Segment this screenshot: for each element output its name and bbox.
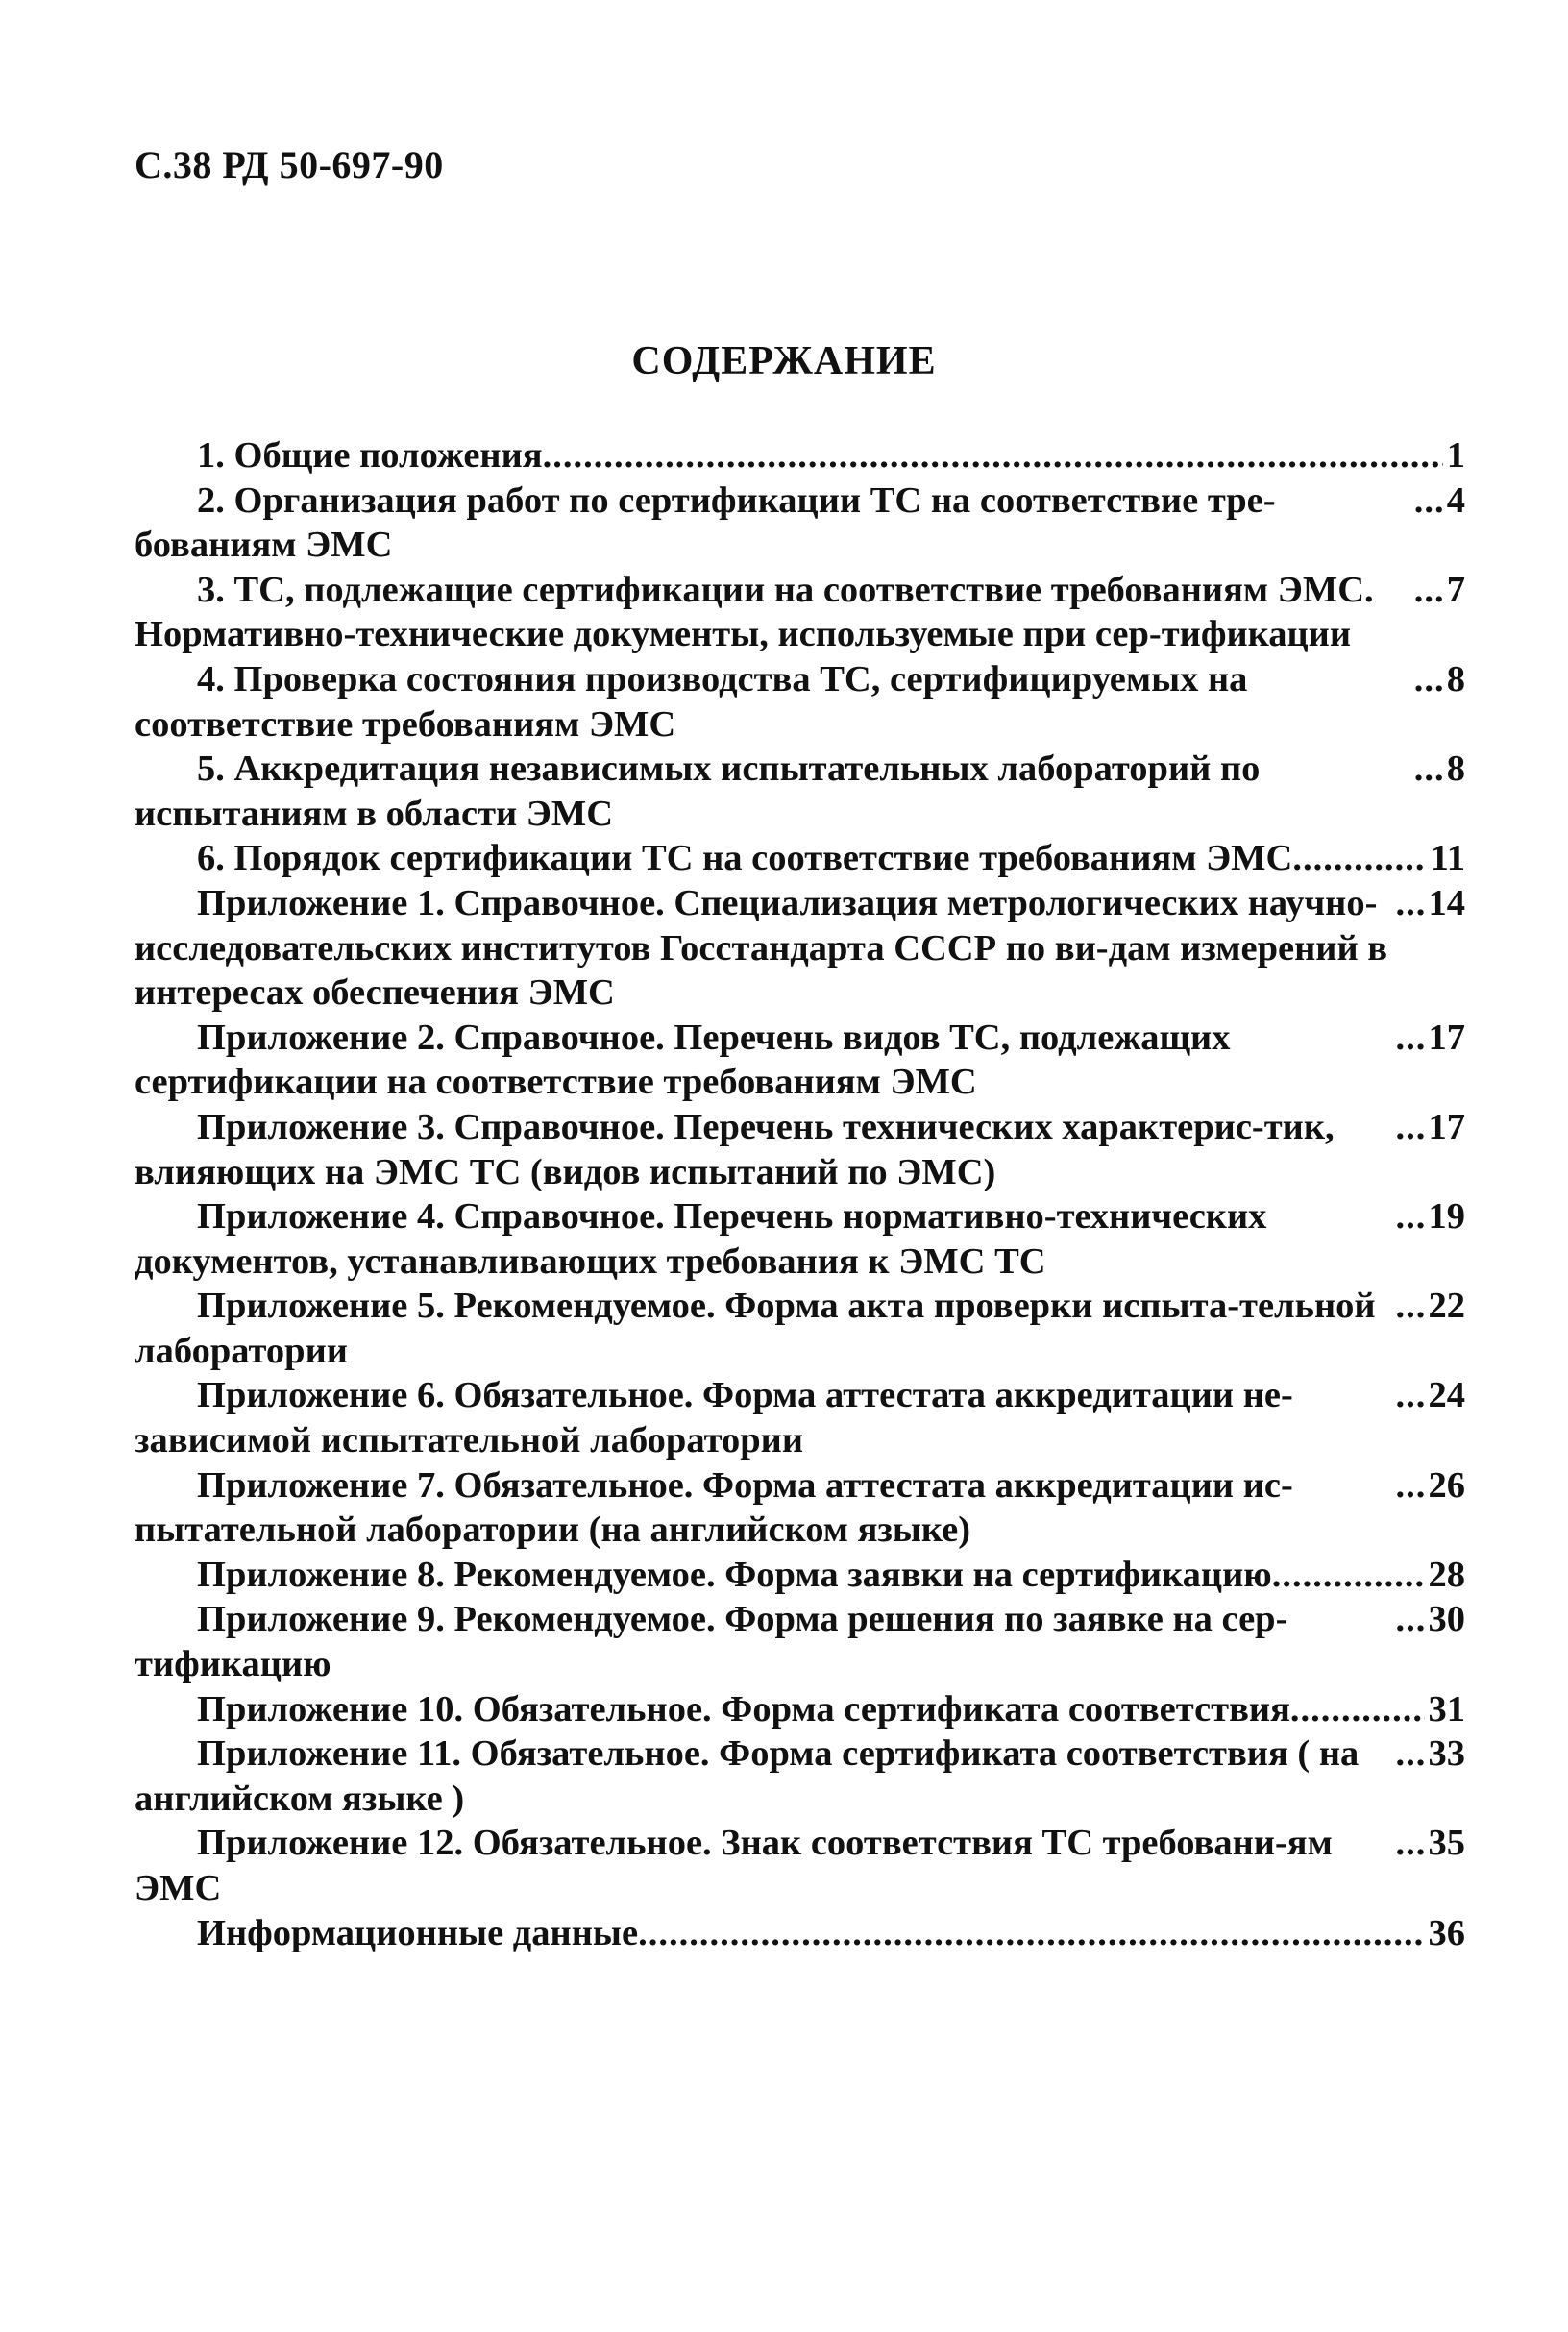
toc-entry-text: 6. Порядок сертификации ТС на соответствие требованиям ЭМС: [197, 838, 1293, 879]
toc-entry-text: Приложение 2. Справочное. Перечень видов ТС, подлежащих сертификации на соответствие требованиям ЭМС: [135, 1017, 1231, 1103]
toc-entry-text: Приложение 7. Обязательное. Форма аттестата аккредитации ис-пытательной лаборатории (на английском языке): [135, 1464, 1293, 1551]
toc-entry-appendix-7[interactable]: [135, 1463, 1465, 1553]
toc-entry-text: 4. Проверка состояния производства ТС, сертифицируемых на соответствие требованиям ЭМС: [135, 658, 1248, 745]
toc-entry-text: 3. ТС, подлежащие сертификации на соответствие требованиям ЭМС. Нормативно-технические документы, используемые при сер-тификации: [135, 569, 1374, 655]
toc-page-number: 1: [1446, 435, 1465, 476]
toc-page-number: 17: [1428, 1106, 1465, 1147]
toc-entry-appendix-5[interactable]: [135, 1284, 1465, 1373]
toc-page-number: 35: [1428, 1823, 1465, 1864]
toc-entry-text: Приложение 6. Обязательное. Форма аттестата аккредитации не-зависимой испытательной лаборатории: [135, 1375, 1293, 1461]
toc-page-number: 24: [1428, 1375, 1465, 1416]
toc-page-number: 31: [1428, 1688, 1465, 1730]
dot-leader: [1396, 1105, 1425, 1150]
dot-leader: [1396, 1463, 1425, 1509]
toc-entry-2[interactable]: [135, 479, 1465, 568]
toc-page-number: 8: [1446, 749, 1465, 790]
dot-leader: [638, 1911, 1424, 1956]
toc-page-number: 8: [1446, 658, 1465, 700]
toc-entry-appendix-11[interactable]: [135, 1731, 1465, 1821]
toc-entry-text: Приложение 8. Рекомендуемое. Форма заявки на сертификацию: [197, 1554, 1272, 1595]
toc-entry-1[interactable]: [135, 433, 1465, 479]
toc-page-number: 17: [1428, 1017, 1465, 1058]
toc-page-number: 19: [1428, 1196, 1465, 1238]
dot-leader: [1396, 1194, 1425, 1240]
toc-page-number: 11: [1430, 838, 1465, 879]
toc-page-number: 26: [1428, 1464, 1465, 1506]
toc-entry-appendix-10[interactable]: [135, 1687, 1465, 1732]
dot-leader: [1396, 1731, 1425, 1777]
toc-entry-text: Приложение 4. Справочное. Перечень нормативно-технических документов, устанавливающих требования к ЭМС ТС: [135, 1196, 1267, 1282]
toc-entry-text: 2. Организация работ по сертификации ТС на соответствие тре-бованиям ЭМС: [135, 479, 1276, 566]
toc-entry-appendix-1[interactable]: [135, 881, 1465, 1016]
toc-entry-text: Приложение 10. Обязательное. Форма сертификата соответствия: [197, 1688, 1290, 1730]
dot-leader: [1396, 1373, 1425, 1418]
toc-entry-text: Приложение 1. Справочное. Специализация метрологических научно-исследовательских институтов Госстандарта СССР по ви-дам измерений в интересах обеспечения ЭМС: [135, 882, 1388, 1014]
toc-page-number: 36: [1428, 1912, 1465, 1953]
dot-leader: [1414, 747, 1443, 792]
page-header: С.38 РД 50-697-90: [135, 143, 444, 186]
toc-page-number: 22: [1428, 1286, 1465, 1327]
dot-leader: [1292, 836, 1426, 881]
toc-entry-text: 1. Общие положения: [197, 435, 543, 476]
toc-page-number: 4: [1446, 479, 1465, 521]
toc-page-number: 30: [1428, 1599, 1465, 1640]
dot-leader: [1396, 1016, 1425, 1061]
toc-entry-appendix-12[interactable]: [135, 1821, 1465, 1910]
toc-page-number: 7: [1446, 569, 1465, 610]
dot-leader: [1272, 1553, 1425, 1598]
toc-page-number: 28: [1428, 1554, 1465, 1595]
toc-entry-text: 5. Аккредитация независимых испытательных лабораторий по испытаниям в области ЭМС: [135, 749, 1261, 834]
dot-leader: [1414, 568, 1443, 613]
toc-page-number: 33: [1428, 1733, 1465, 1775]
toc-entry-appendix-9[interactable]: [135, 1597, 1465, 1686]
toc-entry-text: Приложение 9. Рекомендуемое. Форма решения по заявке на сер-тификацию: [135, 1599, 1288, 1685]
dot-leader: [1414, 657, 1443, 702]
dot-leader: [1396, 1597, 1425, 1642]
toc-entry-appendix-8[interactable]: [135, 1553, 1465, 1598]
toc-entry-3[interactable]: [135, 568, 1465, 657]
toc-entry-6[interactable]: [135, 836, 1465, 881]
toc-entry-appendix-3[interactable]: [135, 1105, 1465, 1194]
toc-page-number: 14: [1428, 882, 1465, 923]
dot-leader: [1396, 1821, 1425, 1866]
toc-entry-appendix-6[interactable]: [135, 1373, 1465, 1462]
page-title: СОДЕРЖАНИЕ: [631, 339, 937, 383]
dot-leader: [1290, 1687, 1425, 1732]
table-of-contents: [135, 433, 1465, 1955]
toc-entry-appendix-2[interactable]: [135, 1016, 1465, 1105]
toc-entry-4[interactable]: [135, 657, 1465, 747]
toc-entry-text: Приложение 3. Справочное. Перечень технических характерис-тик, влияющих на ЭМС ТС (видов испытаний по ЭМС): [135, 1106, 1335, 1192]
dot-leader: [1396, 1284, 1425, 1329]
toc-entry-appendix-4[interactable]: [135, 1194, 1465, 1284]
dot-leader: [1396, 881, 1425, 926]
toc-entry-5[interactable]: [135, 747, 1465, 836]
dot-leader: [1414, 479, 1443, 524]
toc-entry-info-data[interactable]: [135, 1911, 1465, 1956]
toc-entry-text: Приложение 12. Обязательное. Знак соответствия ТС требовани-ям ЭМС: [135, 1823, 1333, 1908]
dot-leader: [543, 433, 1443, 479]
toc-entry-text: Информационные данные: [197, 1912, 639, 1953]
toc-entry-text: Приложение 5. Рекомендуемое. Форма акта проверки испыта-тельной лаборатории: [135, 1286, 1376, 1371]
toc-entry-text: Приложение 11. Обязательное. Форма сертификата соответствия ( на английском языке ): [135, 1733, 1360, 1819]
